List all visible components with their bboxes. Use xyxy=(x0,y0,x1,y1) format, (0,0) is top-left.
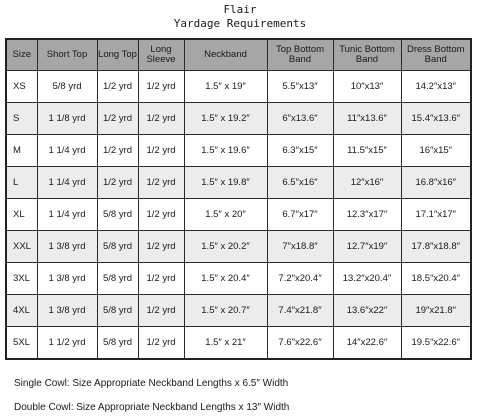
header-size: Size xyxy=(6,39,37,71)
cell-short-top: 1 1/4 yrd xyxy=(37,167,97,199)
cell-long-sleeve: 1/2 yrd xyxy=(138,327,184,360)
cell-dress-bottom-band: 18.5″x20.4″ xyxy=(401,263,471,295)
cell-top-bottom-band: 7.6″x22.6″ xyxy=(267,327,333,360)
table-row xyxy=(6,103,471,135)
double-cowl-note: Double Cowl: Size Appropriate Neckband Lengths x 13″ Width xyxy=(14,402,290,413)
single-cowl-note: Single Cowl: Size Appropriate Neckband Lengths x 6.5″ Width xyxy=(14,378,289,389)
cell-dress-bottom-band: 19.5″x22.6″ xyxy=(401,327,471,360)
header-top-bottom-band: Top Bottom Band xyxy=(267,39,333,71)
cell-tunic-bottom-band: 12.7″x19″ xyxy=(333,231,401,263)
cell-top-bottom-band: 7.4″x21.8″ xyxy=(267,295,333,327)
cell-neckband: 1.5″ x 19.6″ xyxy=(184,135,267,167)
cell-dress-bottom-band: 16″x15″ xyxy=(401,135,471,167)
cell-tunic-bottom-band: 10″x13″ xyxy=(333,71,401,103)
yardage-table xyxy=(5,38,472,360)
header-neckband: Neckband xyxy=(184,39,267,71)
header-short-top: Short Top xyxy=(37,39,97,71)
cell-tunic-bottom-band: 11″x13.6″ xyxy=(333,103,401,135)
cell-top-bottom-band: 6.5″x16″ xyxy=(267,167,333,199)
cell-tunic-bottom-band: 12″x16″ xyxy=(333,167,401,199)
cell-tunic-bottom-band: 11.5″x15″ xyxy=(333,135,401,167)
cell-neckband: 1.5″ x 19.2″ xyxy=(184,103,267,135)
cell-tunic-bottom-band: 13.6″x22″ xyxy=(333,295,401,327)
cell-long-top: 5/8 yrd xyxy=(97,295,138,327)
cell-dress-bottom-band: 14.2″x13″ xyxy=(401,71,471,103)
cell-top-bottom-band: 5.5″x13″ xyxy=(267,71,333,103)
cell-short-top: 1 3/8 yrd xyxy=(37,295,97,327)
cell-size: XS xyxy=(6,71,37,103)
header-tunic-bottom-band: Tunic Bottom Band xyxy=(333,39,401,71)
table-row xyxy=(6,327,471,360)
cell-top-bottom-band: 6″x13.6″ xyxy=(267,103,333,135)
cell-dress-bottom-band: 17.8″x18.8″ xyxy=(401,231,471,263)
cell-top-bottom-band: 6.3″x15″ xyxy=(267,135,333,167)
table-row xyxy=(6,263,471,295)
cell-long-sleeve: 1/2 yrd xyxy=(138,71,184,103)
cell-size: 4XL xyxy=(6,295,37,327)
table-row xyxy=(6,231,471,263)
cell-dress-bottom-band: 19″x21.8″ xyxy=(401,295,471,327)
cell-size: M xyxy=(6,135,37,167)
cell-long-top: 5/8 yrd xyxy=(97,231,138,263)
cell-long-sleeve: 1/2 yrd xyxy=(138,295,184,327)
cell-top-bottom-band: 7″x18.8″ xyxy=(267,231,333,263)
cell-dress-bottom-band: 15.4″x13.6″ xyxy=(401,103,471,135)
cell-top-bottom-band: 6.7″x17″ xyxy=(267,199,333,231)
table-row xyxy=(6,199,471,231)
header-long-sleeve: Long Sleeve xyxy=(138,39,184,71)
table-row xyxy=(6,71,471,103)
cell-dress-bottom-band: 17.1″x17″ xyxy=(401,199,471,231)
table-row xyxy=(6,295,471,327)
cell-long-sleeve: 1/2 yrd xyxy=(138,103,184,135)
cell-long-top: 1/2 yrd xyxy=(97,71,138,103)
page-title: Flair xyxy=(223,3,257,16)
page-subtitle: Yardage Requirements xyxy=(173,17,307,30)
cell-neckband: 1.5″ x 20.7″ xyxy=(184,295,267,327)
cell-long-sleeve: 1/2 yrd xyxy=(138,263,184,295)
cell-neckband: 1.5″ x 20.2″ xyxy=(184,231,267,263)
cell-neckband: 1.5″ x 20″ xyxy=(184,199,267,231)
cell-long-top: 1/2 yrd xyxy=(97,167,138,199)
cell-neckband: 1.5″ x 19.8″ xyxy=(184,167,267,199)
cell-size: L xyxy=(6,167,37,199)
cell-long-sleeve: 1/2 yrd xyxy=(138,199,184,231)
cell-long-sleeve: 1/2 yrd xyxy=(138,167,184,199)
cell-size: 5XL xyxy=(6,327,37,360)
cell-short-top: 1 3/8 yrd xyxy=(37,263,97,295)
cell-long-top: 5/8 yrd xyxy=(97,263,138,295)
cell-long-top: 5/8 yrd xyxy=(97,327,138,360)
header-long-top: Long Top xyxy=(97,39,138,71)
cell-size: 3XL xyxy=(6,263,37,295)
cell-short-top: 1 1/2 yrd xyxy=(37,327,97,360)
cell-short-top: 1 1/4 yrd xyxy=(37,135,97,167)
cell-size: S xyxy=(6,103,37,135)
cell-long-top: 5/8 yrd xyxy=(97,199,138,231)
cell-short-top: 1 3/8 yrd xyxy=(37,231,97,263)
cell-size: XXL xyxy=(6,231,37,263)
cell-short-top: 1 1/4 yrd xyxy=(37,199,97,231)
cell-tunic-bottom-band: 12.3″x17″ xyxy=(333,199,401,231)
cell-short-top: 5/8 yrd xyxy=(37,71,97,103)
cell-tunic-bottom-band: 13.2″x20.4″ xyxy=(333,263,401,295)
cell-dress-bottom-band: 16.8″x16″ xyxy=(401,167,471,199)
table-row xyxy=(6,135,471,167)
cell-neckband: 1.5″ x 21″ xyxy=(184,327,267,360)
cell-tunic-bottom-band: 14″x22.6″ xyxy=(333,327,401,360)
cell-long-top: 1/2 yrd xyxy=(97,103,138,135)
cell-neckband: 1.5″ x 20.4″ xyxy=(184,263,267,295)
cell-long-top: 1/2 yrd xyxy=(97,135,138,167)
table-header-row xyxy=(6,39,471,71)
cell-neckband: 1.5″ x 19″ xyxy=(184,71,267,103)
header-dress-bottom-band: Dress Bottom Band xyxy=(401,39,471,71)
cell-long-sleeve: 1/2 yrd xyxy=(138,231,184,263)
table-row xyxy=(6,167,471,199)
cell-size: XL xyxy=(6,199,37,231)
cell-long-sleeve: 1/2 yrd xyxy=(138,135,184,167)
cell-short-top: 1 1/8 yrd xyxy=(37,103,97,135)
cell-top-bottom-band: 7.2″x20.4″ xyxy=(267,263,333,295)
